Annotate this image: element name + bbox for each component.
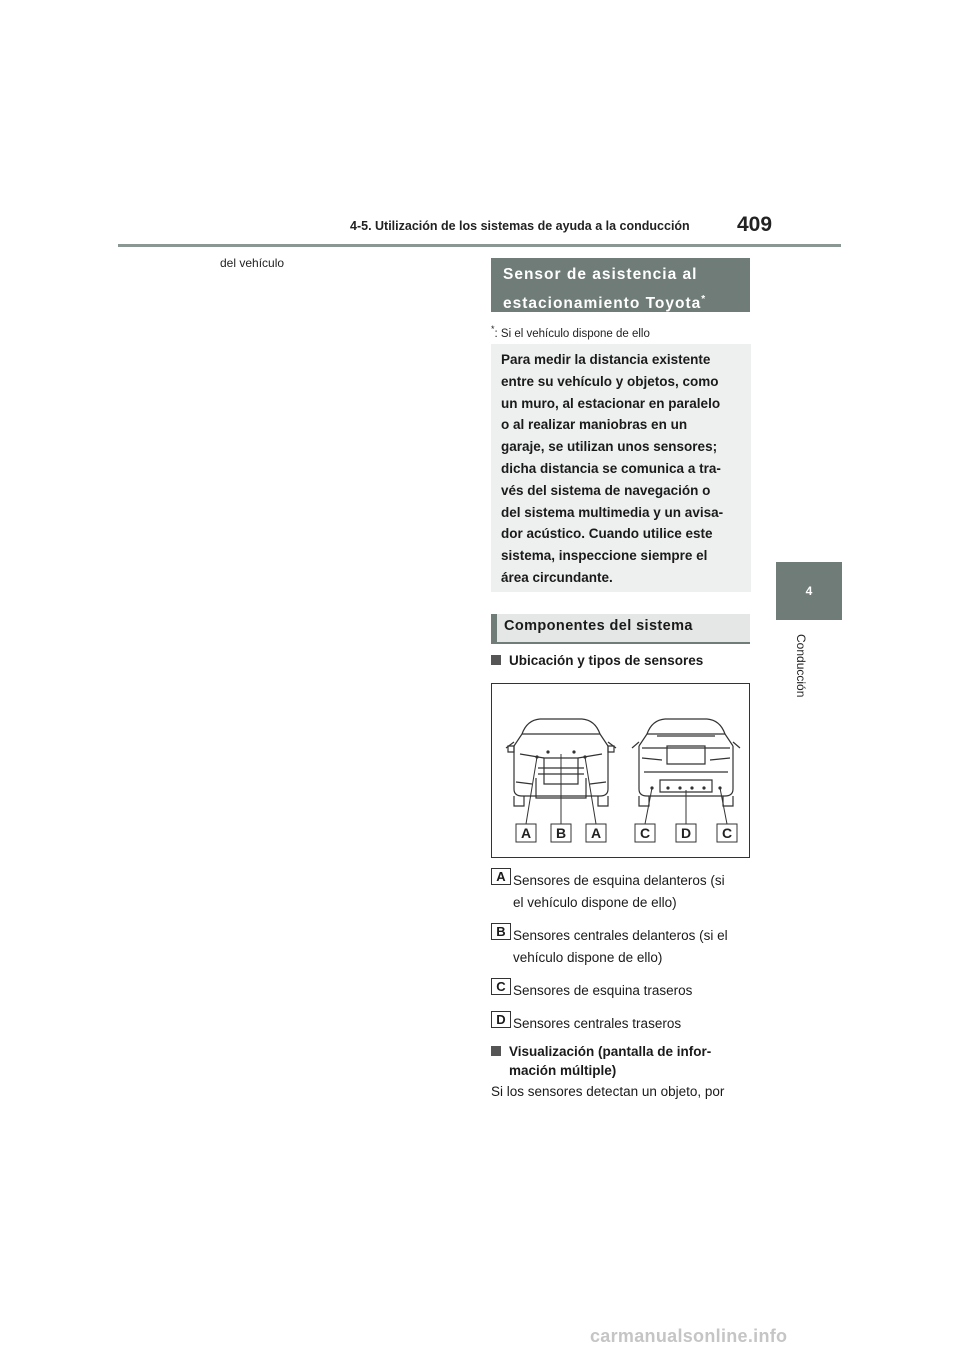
- callout-badge: D: [491, 1011, 511, 1028]
- chapter-tab[interactable]: [776, 562, 842, 620]
- intro-line: sistema, inspeccione siempre el: [501, 548, 708, 564]
- intro-line: área circundante.: [501, 569, 613, 585]
- vehicle-sensors-illustration: [492, 684, 749, 857]
- page-number: 409: [737, 213, 773, 236]
- subheading-sensor-location: Ubicación y tipos de sensores: [491, 651, 703, 670]
- sensor-diagram: [491, 683, 750, 858]
- figure-label-c-left: C: [639, 825, 651, 841]
- intro-line: Para medir la distancia existente: [501, 352, 711, 367]
- footnote: [491, 324, 650, 340]
- footnote-mark: *: [491, 324, 495, 334]
- section-title-line1: Sensor de asistencia al: [503, 266, 698, 283]
- figure-label-boxes: [516, 824, 737, 842]
- intro-line: o al realizar maniobras en un: [501, 417, 688, 433]
- intro-line: garaje, se utilizan unos sensores;: [501, 439, 718, 455]
- intro-line: del sistema multimedia y un avisa-: [501, 504, 724, 520]
- callout-item: [491, 1011, 751, 1033]
- bullet-square-icon: [491, 655, 501, 665]
- continued-text: del vehículo: [220, 256, 285, 270]
- section-title: [491, 258, 750, 312]
- bullet-square-icon: [491, 1046, 501, 1056]
- figure-label-a-left: A: [520, 825, 532, 841]
- figure-label-d: D: [680, 825, 692, 841]
- callout-item: [491, 868, 751, 912]
- callout-badge: A: [491, 868, 511, 885]
- intro-line: vés del sistema de navegación o: [501, 482, 711, 498]
- intro-line: dor acústico. Cuando utilice este: [501, 526, 713, 542]
- intro-line: un muro, al estacionar en paralelo: [501, 395, 721, 411]
- section-title-asterisk: *: [701, 294, 707, 305]
- figure-label-c-right: C: [721, 825, 733, 841]
- callout-badge: C: [491, 978, 511, 995]
- components-heading: Componentes del sistema: [491, 614, 750, 644]
- callout-text: Sensores centrales delanteros (si el vehículo dispone de ello): [513, 928, 728, 965]
- footnote-text: : Si el vehículo dispone de ello: [494, 327, 650, 340]
- figure-label-a-right: A: [590, 825, 602, 841]
- chapter-side-label-text: Conducción: [794, 634, 808, 698]
- watermark: carmanualsonline.info: [590, 1326, 788, 1346]
- intro-line: entre su vehículo y objetos, como: [501, 373, 719, 389]
- chapter-tab-number: 4: [805, 584, 813, 598]
- chapter-title: 4-5. Utilización de los sistemas de ayuda a la conducción: [350, 219, 690, 233]
- subheading-display: Visualización (pantalla de infor- mación múltiple): [491, 1042, 711, 1080]
- callout-text: Sensores de esquina delanteros (si el vehículo dispone de ello): [513, 873, 725, 910]
- header-rule: [118, 244, 841, 247]
- callout-item: [491, 923, 751, 967]
- chapter-side-label: [760, 634, 826, 704]
- body-paragraph: Si los sensores detectan un objeto, por: [491, 1084, 725, 1099]
- rear-sensor-dots: [650, 786, 721, 789]
- section-title-line2: estacionamiento Toyota*: [503, 294, 707, 313]
- intro-box: [491, 344, 751, 592]
- callout-badge: B: [491, 923, 511, 940]
- figure-label-b: B: [555, 825, 567, 841]
- callout-text: Sensores centrales traseros: [513, 1016, 682, 1031]
- rear-leader-lines: [645, 788, 727, 824]
- callout-item: [491, 978, 751, 1000]
- intro-line: dicha distancia se comunica a tra-: [501, 460, 721, 476]
- callout-text: Sensores de esquina traseros: [513, 983, 693, 998]
